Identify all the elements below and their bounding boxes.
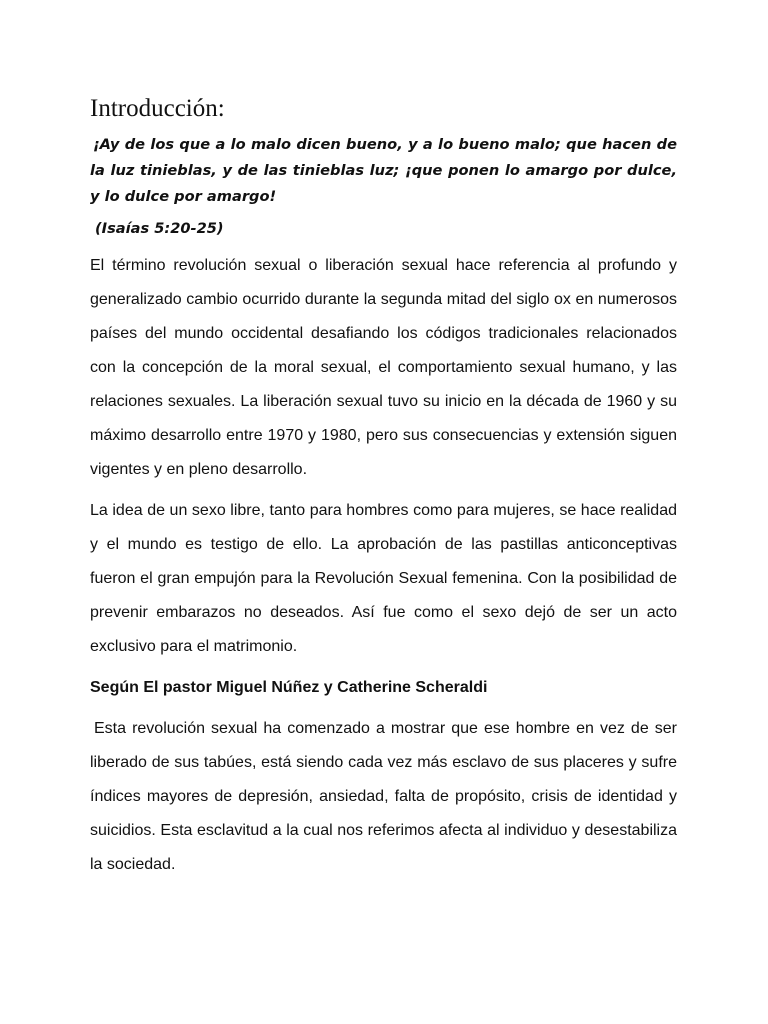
page-title: Introducción: [90,95,225,122]
section-subheading: Según El pastor Miguel Núñez y Catherine Scheraldi [90,679,488,696]
document-page [90,94,677,882]
paragraph-revolution-definition: El término revolución sexual o liberación sexual hace referencia al profundo y generalizado cambio ocurrido durante la segunda mitad del siglo ox en numerosos países del mundo occidental desafiando los códigos tradicionales relacionados con la concepción de la moral sexual, el comportamiento sexual humano, y las relaciones sexuales. La liberación sexual tuvo su inicio en la década de 1960 y su máximo desarrollo entre 1970 y 1980, pero sus consecuencias y extensión siguen vigentes y en pleno desarrollo. [90,257,677,478]
bible-reference: (Isaías 5:20-25) [95,220,224,237]
bible-quote: ¡Ay de los que a lo malo dicen bueno, y a lo bueno malo; que hacen de la luz tinieblas, y de las tinieblas luz; ¡que ponen lo amargo por dulce, y lo dulce por amargo! [90,136,677,205]
paragraph-free-sex-idea: La idea de un sexo libre, tanto para hombres como para mujeres, se hace realidad y el mundo es testigo de ello. La aprobación de las pastillas anticonceptivas fueron el gran empujón para la Revolución Sexual femenina. Con la posibilidad de prevenir embarazos no deseados. Así fue como el sexo dejó de ser un acto exclusivo para el matrimonio. [90,502,677,655]
paragraph-consequences: Esta revolución sexual ha comenzado a mostrar que ese hombre en vez de ser liberado de sus tabúes, está siendo cada vez más esclavo de sus placeres y sufre índices mayores de depresión, ansiedad, falta de propósito, crisis de identidad y suicidios. Esta esclavitud a la cual nos referimos afecta al individuo y desestabiliza la sociedad. [90,720,677,873]
